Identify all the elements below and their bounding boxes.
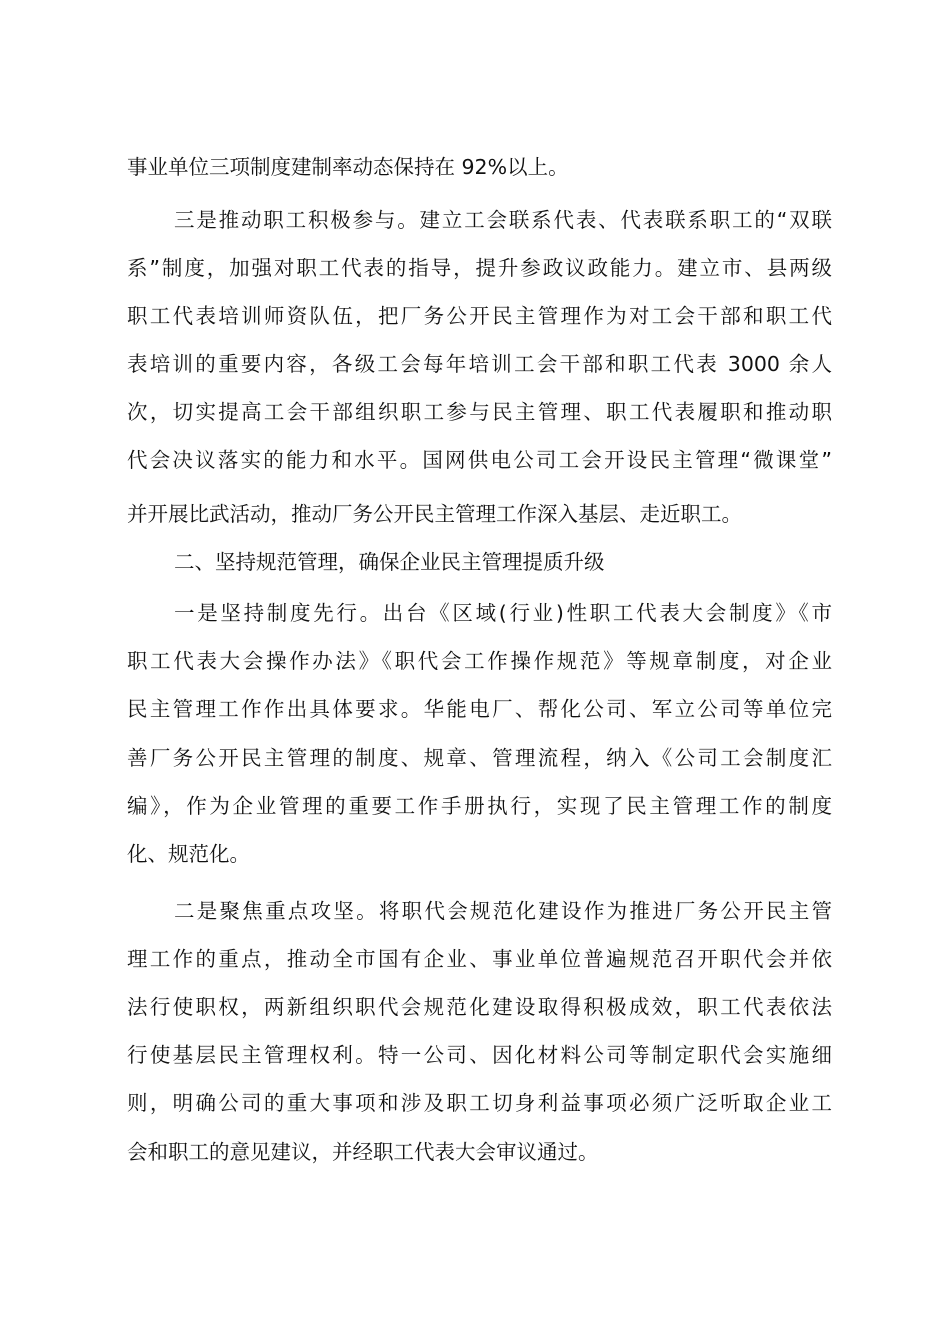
text-line-5: 表培训的重要内容，各级工会每年培训工会干部和职工代表 3000 余人 xyxy=(127,352,832,376)
text-line-16: 二是聚焦重点攻坚。将职代会规范化建设作为推进厂务公开民主管 xyxy=(174,899,832,923)
text-line-11: 职工代表大会操作办法》《职代会工作操作规范》等规章制度，对企业 xyxy=(127,649,832,673)
text-line-10: 一是坚持制度先行。出台《区域(行业)性职工代表大会制度》《市 xyxy=(174,601,832,625)
text-line-7: 代会决议落实的能力和水平。国网供电公司工会开设民主管理“微课堂” xyxy=(127,448,832,472)
text-line-12: 民主管理工作作出具体要求。华能电厂、帮化公司、军立公司等单位完 xyxy=(127,697,832,721)
text-line-15: 化、规范化。 xyxy=(127,842,250,866)
text-line-19: 行使基层民主管理权利。特一公司、因化材料公司等制定职代会实施细 xyxy=(127,1043,832,1067)
text-line-14: 编》，作为企业管理的重要工作手册执行，实现了民主管理工作的制度 xyxy=(127,794,832,818)
text-line-4: 职工代表培训师资队伍，把厂务公开民主管理作为对工会干部和职工代 xyxy=(127,304,832,328)
text-line-17: 理工作的重点，推动全市国有企业、事业单位普遍规范召开职代会并依 xyxy=(127,947,832,971)
section-heading: 二、坚持规范管理，确保企业民主管理提质升级 xyxy=(174,550,605,574)
text-line-13: 善厂务公开民主管理的制度、规章、管理流程，纳入《公司工会制度汇 xyxy=(127,746,832,770)
text-line-2: 三是推动职工积极参与。建立工会联系代表、代表联系职工的“双联 xyxy=(174,208,832,232)
text-line-20: 则，明确公司的重大事项和涉及职工切身利益事项必须广泛听取企业工 xyxy=(127,1091,832,1115)
text-line-18: 法行使职权，两新组织职代会规范化建设取得积极成效，职工代表依法 xyxy=(127,995,832,1019)
text-line-3: 系”制度，加强对职工代表的指导，提升参政议政能力。建立市、县两级 xyxy=(127,256,832,280)
text-line-6: 次，切实提高工会干部组织职工参与民主管理、职工代表履职和推动职 xyxy=(127,400,832,424)
text-line-21: 会和职工的意见建议，并经职工代表大会审议通过。 xyxy=(127,1140,599,1164)
text-line-8: 并开展比武活动，推动厂务公开民主管理工作深入基层、走近职工。 xyxy=(127,502,742,526)
text-line-1: 事业单位三项制度建制率动态保持在 92%以上。 xyxy=(127,155,569,179)
